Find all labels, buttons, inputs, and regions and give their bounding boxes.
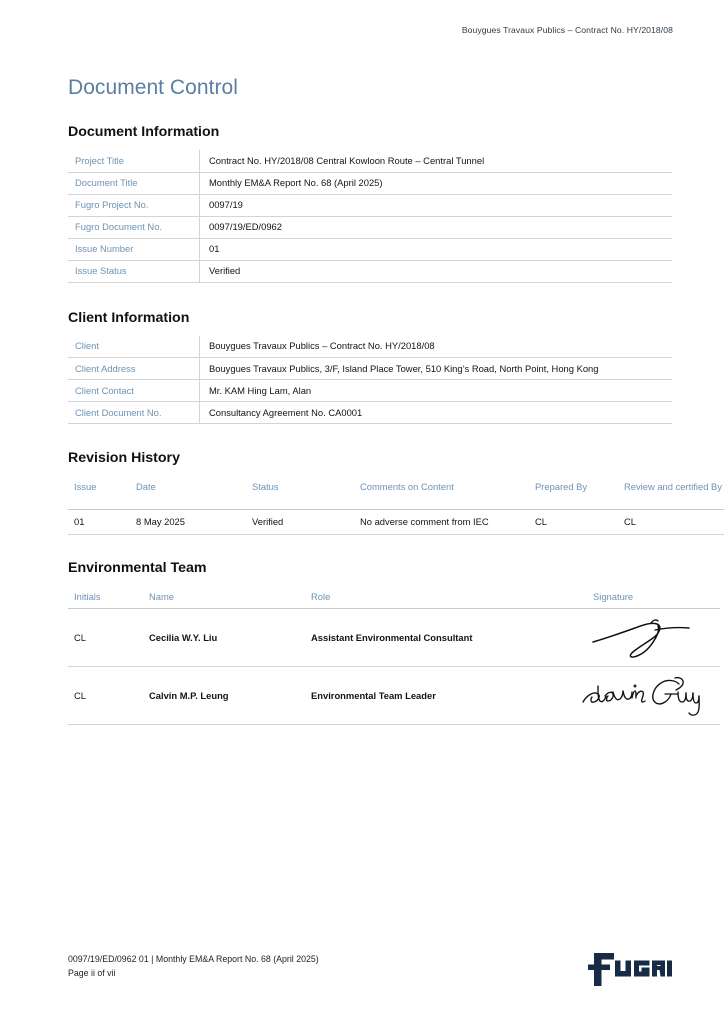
running-header: Bouygues Travaux Publics – Contract No. HY/2018/08 xyxy=(461,25,673,35)
section-document-information xyxy=(68,124,672,283)
footer-text-block xyxy=(68,953,319,980)
row-label: Issue Number xyxy=(68,238,200,260)
row-value: Contract No. HY/2018/08 Central Kowloon Route – Central Tunnel xyxy=(200,150,673,172)
page-title: Document Control xyxy=(68,76,238,99)
cell-initials: CL xyxy=(68,609,143,667)
table-row xyxy=(68,402,672,424)
table-row xyxy=(68,194,672,216)
cell-name: Calvin M.P. Leung xyxy=(143,667,305,725)
table-row xyxy=(68,510,724,535)
row-label: Project Title xyxy=(68,150,200,172)
client-information-table xyxy=(68,336,672,425)
column-header-signature: Signature xyxy=(587,587,720,609)
table-row xyxy=(68,172,672,194)
cell-signature xyxy=(587,667,720,725)
table-row xyxy=(68,358,672,380)
section-heading-revision-history: Revision History xyxy=(68,450,180,467)
column-header-issue: Issue xyxy=(68,477,130,510)
document-body xyxy=(68,76,722,725)
row-label: Fugro Project No. xyxy=(68,194,200,216)
row-label: Client xyxy=(68,336,200,358)
section-revision-history xyxy=(68,450,722,535)
row-value: 01 xyxy=(200,238,673,260)
row-label: Client Contact xyxy=(68,380,200,402)
cell-comments: No adverse comment from IEC xyxy=(354,510,529,535)
section-heading-document-information: Document Information xyxy=(68,124,220,141)
row-label: Client Address xyxy=(68,358,200,380)
signature-calvin-leung-icon xyxy=(587,674,705,718)
section-heading-environmental-team: Environmental Team xyxy=(68,560,207,577)
cell-review-by: CL xyxy=(618,510,724,535)
row-label: Document Title xyxy=(68,172,200,194)
column-header-review-by: Review and certified By xyxy=(618,477,724,510)
document-information-table xyxy=(68,150,672,283)
environmental-team-table xyxy=(68,587,720,725)
cell-status: Verified xyxy=(246,510,354,535)
table-header-row xyxy=(68,587,720,609)
fugro-logo xyxy=(586,951,672,987)
table-row xyxy=(68,609,720,667)
document-footer xyxy=(68,953,672,993)
table-row xyxy=(68,380,672,402)
row-value: 0097/19 xyxy=(200,194,673,216)
signature-cecilia-liu-icon xyxy=(587,616,705,660)
row-value: 0097/19/ED/0962 xyxy=(200,216,673,238)
row-value: Monthly EM&A Report No. 68 (April 2025) xyxy=(200,172,673,194)
table-row xyxy=(68,216,672,238)
column-header-date: Date xyxy=(130,477,246,510)
row-value: Consultancy Agreement No. CA0001 xyxy=(200,402,673,424)
cell-name: Cecilia W.Y. Liu xyxy=(143,609,305,667)
cell-date: 8 May 2025 xyxy=(130,510,246,535)
cell-prepared-by: CL xyxy=(529,510,618,535)
column-header-name: Name xyxy=(143,587,305,609)
revision-history-table xyxy=(68,477,724,535)
section-heading-client-information: Client Information xyxy=(68,309,190,326)
footer-reference: 0097/19/ED/0962 01 | Monthly EM&A Report No. 68 (April 2025) xyxy=(68,954,319,964)
row-value: Bouygues Travaux Publics – Contract No. HY/2018/08 xyxy=(200,336,673,358)
cell-role: Environmental Team Leader xyxy=(305,667,587,725)
row-label: Client Document No. xyxy=(68,402,200,424)
section-client-information xyxy=(68,310,672,425)
column-header-initials: Initials xyxy=(68,587,143,609)
table-row xyxy=(68,667,720,725)
row-label: Issue Status xyxy=(68,260,200,282)
column-header-comments: Comments on Content xyxy=(354,477,529,510)
row-value: Bouygues Travaux Publics, 3/F, Island Place Tower, 510 King’s Road, North Point, Hong Kong xyxy=(200,358,673,380)
cell-initials: CL xyxy=(68,667,143,725)
row-label: Fugro Document No. xyxy=(68,216,200,238)
column-header-role: Role xyxy=(305,587,587,609)
table-header-row xyxy=(68,477,724,510)
column-header-prepared-by: Prepared By xyxy=(529,477,618,510)
cell-role: Assistant Environmental Consultant xyxy=(305,609,587,667)
cell-signature xyxy=(587,609,720,667)
table-row xyxy=(68,238,672,260)
cell-issue: 01 xyxy=(68,510,130,535)
table-row xyxy=(68,260,672,282)
table-row xyxy=(68,336,672,358)
section-environmental-team xyxy=(68,560,672,725)
row-value: Verified xyxy=(200,260,673,282)
table-row xyxy=(68,150,672,172)
row-value: Mr. KAM Hing Lam, Alan xyxy=(200,380,673,402)
column-header-status: Status xyxy=(246,477,354,510)
footer-page-number: Page ii of vii xyxy=(68,967,116,978)
